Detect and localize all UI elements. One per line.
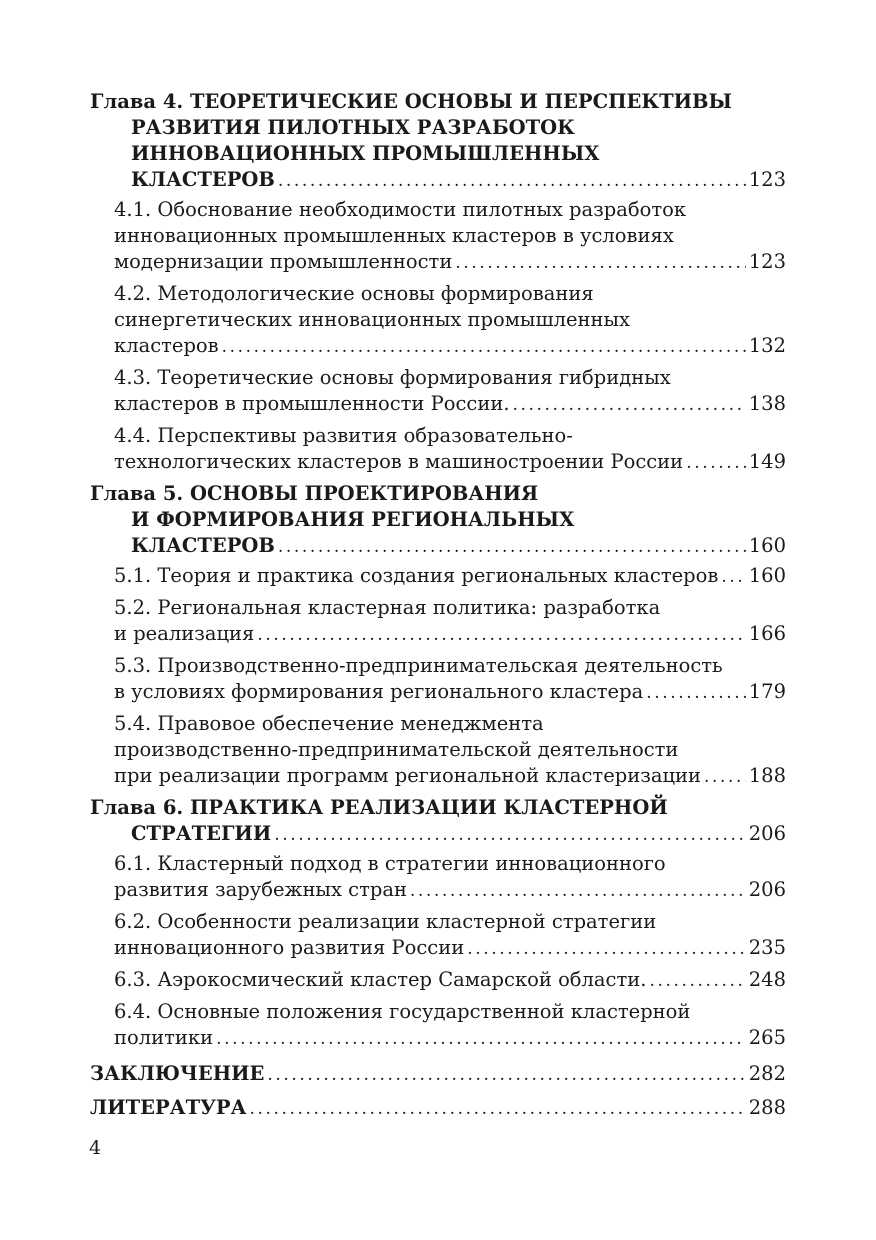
dot-leader (467, 936, 746, 962)
dot-leader (274, 822, 746, 848)
section-title-line: при реализации программ региональной кластеризации (114, 764, 702, 787)
toc-section-4-4[interactable] (90, 423, 786, 475)
section-title-line: 4.2. Методологические основы формирования (114, 282, 594, 305)
section-title-line: 4.1. Обоснование необходимости пилотных разработок (114, 198, 687, 221)
section-title-line: в условиях формирования регионального кластера (114, 680, 644, 703)
chapter-title-line: КЛАСТЕРОВ (131, 168, 275, 191)
section-title-line: и реализация (114, 622, 255, 645)
chapter-title-line: Глава 5. ОСНОВЫ ПРОЕКТИРОВАНИЯ (90, 482, 539, 505)
dot-leader (704, 764, 746, 790)
conclusion-title: ЗАКЛЮЧЕНИЕ (90, 1062, 265, 1085)
dot-leader (513, 392, 746, 418)
dot-leader (455, 250, 745, 276)
section-title-line: синергетических инновационных промышленных (114, 308, 631, 331)
toc-chapter-4[interactable] (90, 89, 786, 193)
chapter-title-line: КЛАСТЕРОВ (131, 534, 275, 557)
toc-conclusion[interactable] (90, 1057, 786, 1091)
page-ref: 160 (748, 564, 786, 587)
toc-chapter-6[interactable] (90, 795, 786, 847)
dot-leader (646, 680, 746, 706)
toc-section-6-3[interactable] (90, 967, 786, 993)
section-title-line: технологических кластеров в машиностроении России (114, 450, 684, 473)
section-title-line: 4.4. Перспективы развития образовательно- (114, 424, 573, 447)
page-ref: 179 (748, 680, 786, 703)
section-title-line: модернизации промышленности (114, 250, 453, 273)
section-title-line: 5.3. Производственно-предпринимательская деятельность (114, 654, 723, 677)
page-ref: 206 (748, 822, 786, 845)
toc-section-6-2[interactable] (90, 909, 786, 961)
chapter-title-line: И ФОРМИРОВАНИЯ РЕГИОНАЛЬНЫХ (131, 508, 575, 531)
page-ref: 149 (748, 450, 786, 473)
section-title-line: 5.2. Региональная кластерная политика: разработка (114, 596, 661, 619)
dot-leader (249, 1092, 745, 1126)
section-title-line: развития зарубежных стран (114, 878, 407, 901)
page-ref: 132 (748, 334, 786, 357)
toc-literature[interactable] (90, 1091, 786, 1125)
section-title-line: кластеров (114, 334, 219, 357)
section-title-line: 4.3. Теоретические основы формирования гибридных (114, 366, 671, 389)
page-ref: 166 (748, 622, 786, 645)
section-title-line: политики (114, 1026, 214, 1049)
section-title-line: 6.3. Аэрокосмический кластер Самарской области. (114, 968, 647, 991)
dot-leader (278, 168, 746, 194)
section-title-line: инновационных промышленных кластеров в условиях (114, 224, 674, 247)
page-ref: 123 (748, 250, 786, 273)
toc-section-5-1[interactable] (90, 563, 786, 589)
page-ref: 206 (748, 878, 786, 901)
section-title-line: 6.1. Кластерный подход в стратегии инновационного (114, 852, 666, 875)
literature-title: ЛИТЕРАТУРА (90, 1096, 247, 1119)
toc-chapter-5[interactable] (90, 481, 786, 559)
section-title-line: кластеров в промышленности России. (114, 392, 510, 415)
page-ref: 288 (748, 1096, 786, 1119)
page-ref: 160 (748, 534, 786, 557)
toc-section-5-2[interactable] (90, 595, 786, 647)
dot-leader (649, 968, 745, 994)
chapter-title-line: ИННОВАЦИОННЫХ ПРОМЫШЛЕННЫХ (131, 142, 600, 165)
page-ref: 188 (748, 764, 786, 787)
dot-leader (222, 334, 746, 360)
page-ref: 123 (748, 168, 786, 191)
dot-leader (410, 878, 746, 904)
toc-section-5-3[interactable] (90, 653, 786, 705)
page-ref: 248 (748, 968, 786, 991)
section-title-line: инновационного развития России (114, 936, 465, 959)
toc-section-4-2[interactable] (90, 281, 786, 359)
chapter-title-line: Глава 6. ПРАКТИКА РЕАЛИЗАЦИИ КЛАСТЕРНОЙ (90, 796, 668, 819)
toc-section-5-4[interactable] (90, 711, 786, 789)
dot-leader (267, 1058, 745, 1092)
page-ref: 265 (748, 1026, 786, 1049)
page-number: 4 (89, 1137, 102, 1159)
chapter-title-line: СТРАТЕГИИ (131, 822, 272, 845)
toc-section-4-1[interactable] (90, 197, 786, 275)
dot-leader (721, 564, 745, 590)
table-of-contents (90, 89, 786, 1125)
dot-leader (278, 534, 746, 560)
section-title-line: 5.4. Правовое обеспечение менеджмента (114, 712, 544, 735)
section-title-line: производственно-предпринимательской деятельности (114, 738, 679, 761)
dot-leader (686, 450, 746, 476)
toc-section-4-3[interactable] (90, 365, 786, 417)
section-title-line: 5.1. Теория и практика создания региональных кластеров (114, 564, 719, 587)
dot-leader (216, 1026, 746, 1052)
page-ref: 138 (748, 392, 786, 415)
dot-leader (257, 622, 745, 648)
page-ref: 235 (748, 936, 786, 959)
section-title-line: 6.2. Особенности реализации кластерной стратегии (114, 910, 657, 933)
chapter-title-line: Глава 4. ТЕОРЕТИЧЕСКИЕ ОСНОВЫ И ПЕРСПЕКТИВЫ (90, 90, 732, 113)
page-ref: 282 (748, 1062, 786, 1085)
chapter-title-line: РАЗВИТИЯ ПИЛОТНЫХ РАЗРАБОТОК (131, 116, 575, 139)
toc-section-6-4[interactable] (90, 999, 786, 1051)
section-title-line: 6.4. Основные положения государственной кластерной (114, 1000, 691, 1023)
toc-section-6-1[interactable] (90, 851, 786, 903)
